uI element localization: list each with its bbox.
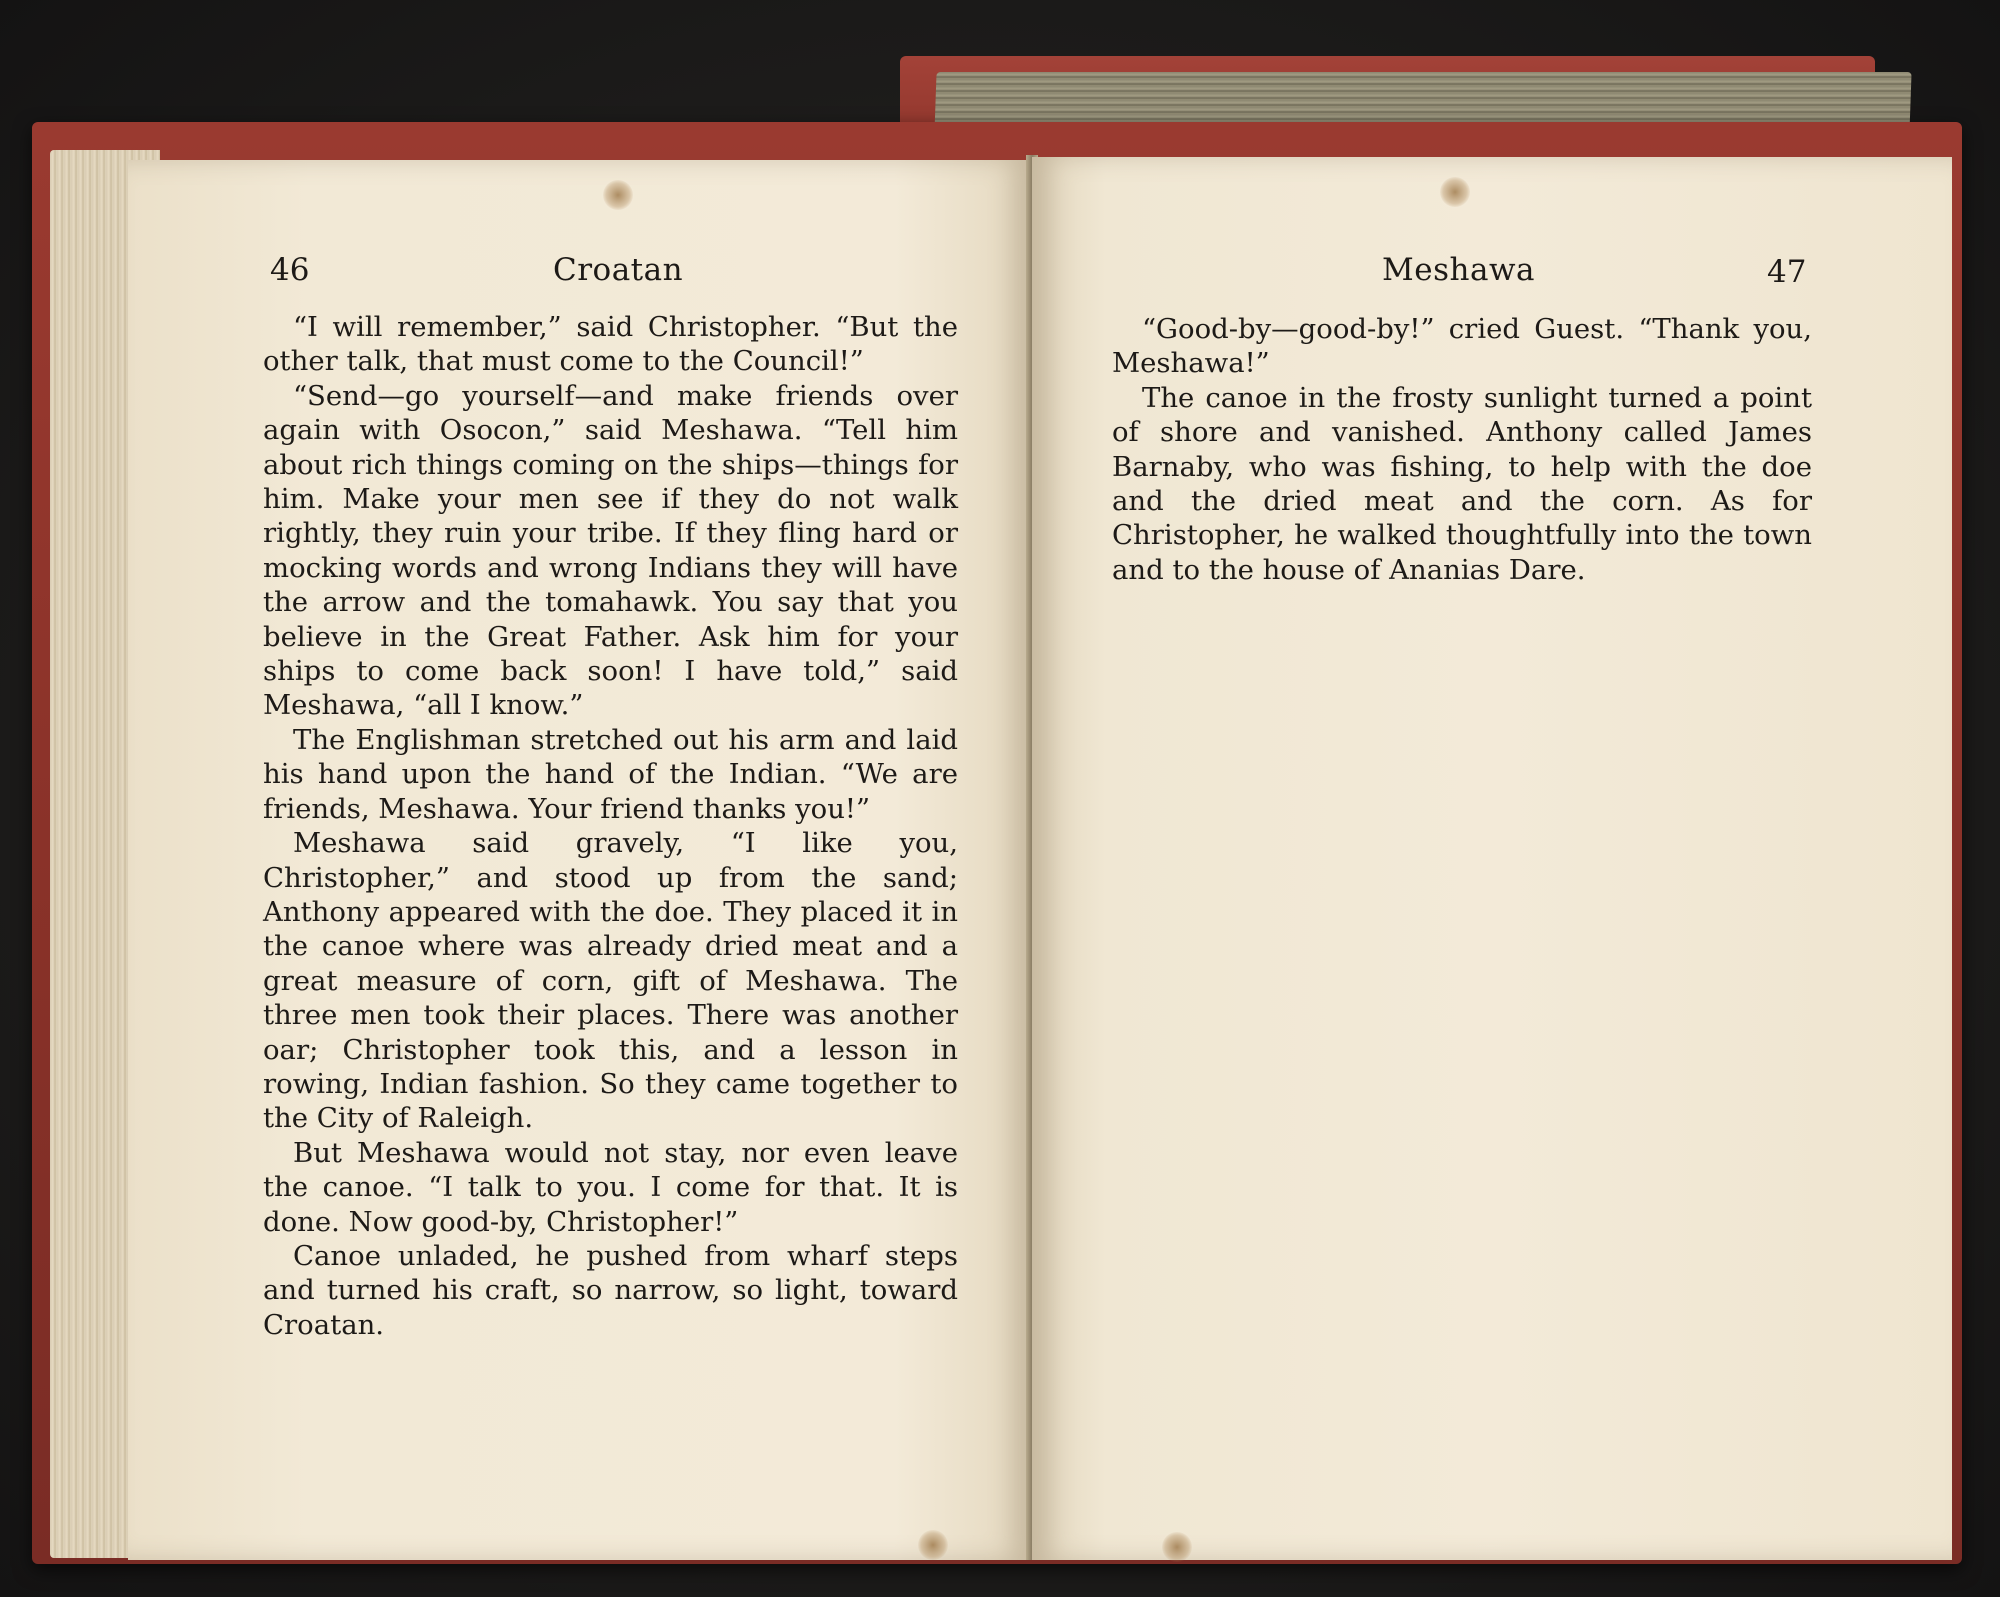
paragraph: “I will remember,” said Christopher. “But the other talk, that must come to the Council!” bbox=[263, 311, 958, 378]
paragraph: The canoe in the frosty sunlight turned a point of shore and vanished. Anthony called James Barnaby, who was fishing, to help with the doe and the dried meat and the corn. As for Christopher, he walked thoughtfully into the town and to the house of Ananias Dare. bbox=[1112, 381, 1812, 586]
paragraph: Meshawa said gravely, “I like you, Christopher,” and stood up from the sand; Anthony appeared with the doe. They placed it in the canoe where was already dried meat and a great measure of corn, gift of Meshawa. The three men took their places. There was another oar; Christopher took this, and a lesson in rowing, Indian fashion. So they came together to the City of Raleigh. bbox=[263, 827, 958, 1135]
page-number: 47 bbox=[1767, 254, 1807, 290]
running-head: Croatan bbox=[553, 252, 684, 288]
page-stain bbox=[1162, 1532, 1192, 1562]
right-page bbox=[1032, 157, 1952, 1560]
page-stain bbox=[1440, 177, 1470, 207]
body-text bbox=[1112, 312, 1812, 587]
body-text bbox=[263, 310, 958, 1342]
paragraph: “Send—go yourself—and make friends over again with Osocon,” said Meshawa. “Tell him about rich things coming on the ships—things for him. Make your men see if they do not walk rightly, they ruin your tribe. If they fling hard or mocking words and wrong Indians they will have the arrow and the tomahawk. You say that you believe in the Great Father. Ask him for your ships to come back soon! I have told,” said Meshawa, “all I know.” bbox=[263, 379, 958, 722]
left-page bbox=[128, 160, 1030, 1560]
running-head: Meshawa bbox=[1382, 252, 1535, 288]
paragraph: The Englishman stretched out his arm and laid his hand upon the hand of the Indian. “We are friends, Meshawa. Your friend thanks you!” bbox=[263, 723, 958, 825]
paragraph: Canoe unladed, he pushed from wharf steps and turned his craft, so narrow, so light, toward Croatan. bbox=[263, 1239, 958, 1341]
paragraph: But Meshawa would not stay, nor even leave the canoe. “I talk to you. I come for that. It is done. Now good-by, Christopher!” bbox=[263, 1136, 958, 1238]
paragraph: “Good-by—good-by!” cried Guest. “Thank you, Meshawa!” bbox=[1112, 313, 1812, 380]
page-stain bbox=[918, 1530, 948, 1560]
page-stain bbox=[603, 180, 633, 210]
page-number: 46 bbox=[270, 252, 310, 288]
